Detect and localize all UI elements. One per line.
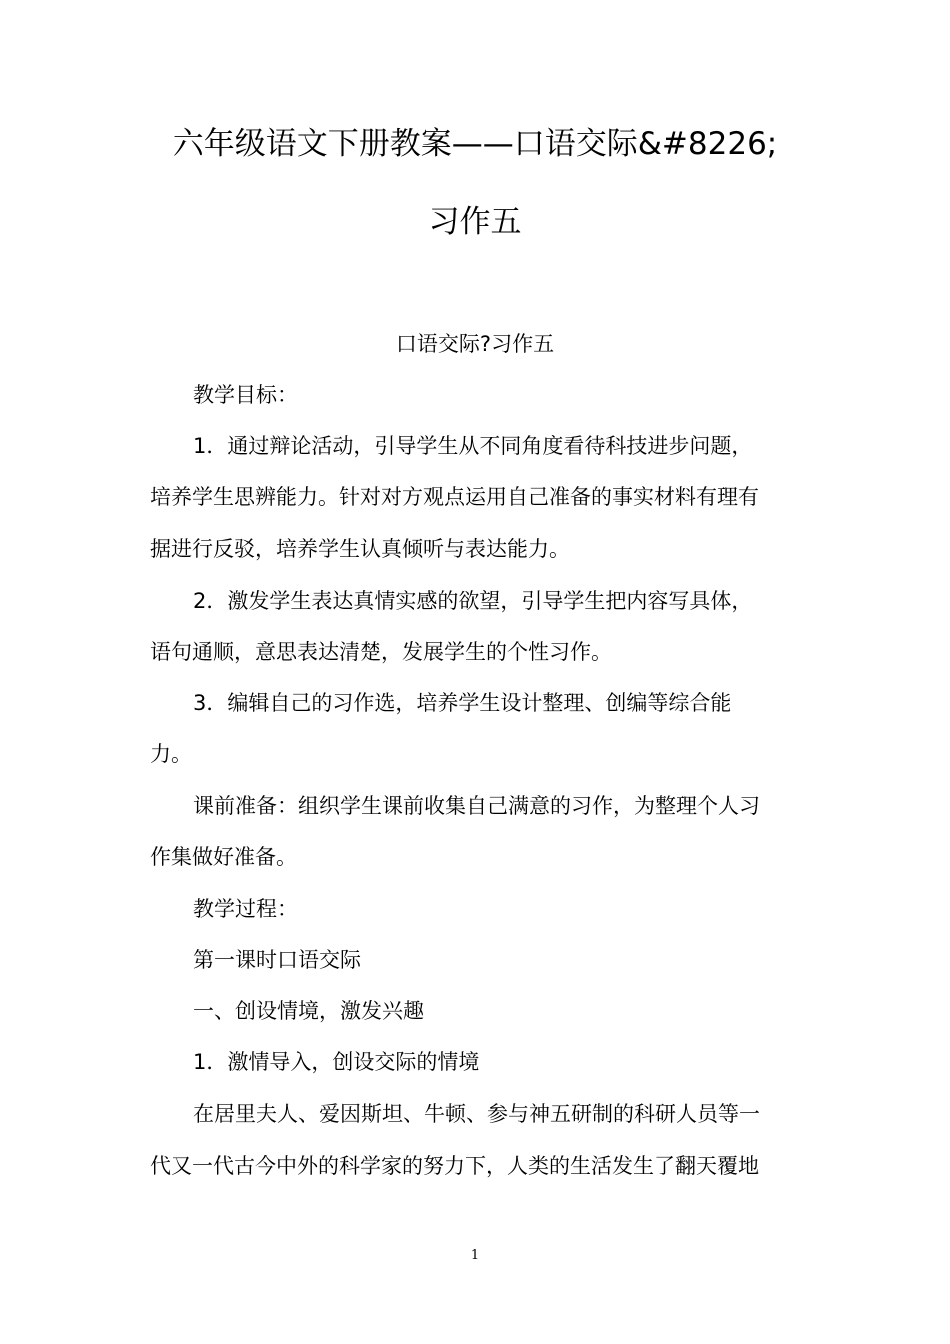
document-title-line-1: 六年级语文下册教案——口语交际&#8226; — [172, 126, 778, 162]
paragraph-line: 教学过程： — [193, 897, 298, 921]
paragraph-line: 据进行反驳，培养学生认真倾听与表达能力。 — [150, 537, 570, 561]
section-subtitle: 口语交际?习作五 — [395, 332, 555, 356]
paragraph-line: 培养学生思辨能力。针对对方观点运用自己准备的事实材料有理有 — [150, 485, 759, 509]
paragraph-line: 2．激发学生表达真情实感的欲望，引导学生把内容写具体， — [193, 589, 753, 613]
document-title-line-2: 习作五 — [428, 204, 522, 240]
paragraph-line: 语句通顺，意思表达清楚，发展学生的个性习作。 — [150, 640, 612, 664]
paragraph-line: 代又一代古今中外的科学家的努力下，人类的生活发生了翻天覆地 — [150, 1154, 759, 1178]
page-number: 1 — [470, 1248, 480, 1263]
paragraph-line: 作集做好准备。 — [150, 845, 297, 869]
paragraph-line: 1．通过辩论活动，引导学生从不同角度看待科技进步问题， — [193, 434, 753, 458]
paragraph-line: 第一课时口语交际 — [193, 948, 361, 972]
paragraph-line: 课前准备：组织学生课前收集自己满意的习作，为整理个人习 — [193, 794, 760, 818]
paragraph-line: 一、创设情境，激发兴趣 — [193, 999, 424, 1023]
paragraph-line: 3．编辑自己的习作选，培养学生设计整理、创编等综合能 — [193, 691, 732, 715]
paragraph-line: 教学目标： — [193, 383, 298, 407]
paragraph-line: 在居里夫人、爱因斯坦、牛顿、参与神五研制的科研人员等一 — [193, 1102, 760, 1126]
paragraph-line: 1．激情导入，创设交际的情境 — [193, 1050, 480, 1074]
paragraph-line: 力。 — [150, 742, 192, 766]
